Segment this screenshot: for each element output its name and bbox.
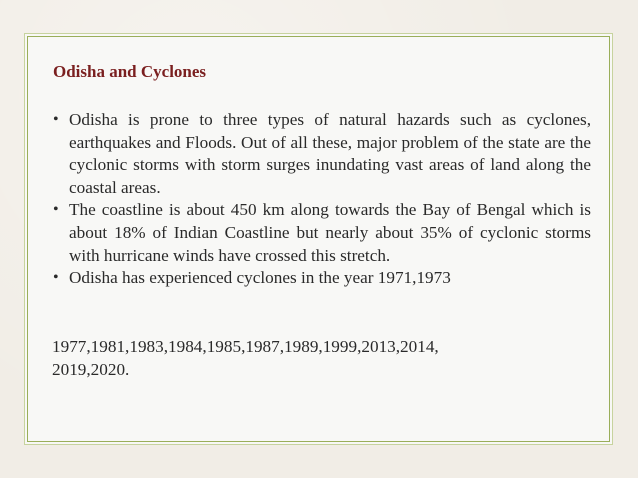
bullet-text-2: The coastline is about 450 km along towards the Bay of Bengal which is about 18% of Indian Coastline but nearly about 35% of cyclonic storms with hurricane winds have crossed this stretch. xyxy=(69,200,591,265)
cyclone-years xyxy=(52,336,439,381)
bullet-text-1: Odisha is prone to three types of natural hazards such as cyclones, earthquakes and Floods. Out of all these, major problem of the state are the cyclonic storms with storm surges inundating vast areas of land along the coastal areas. xyxy=(69,110,591,197)
bullet-item-1 xyxy=(53,109,591,199)
bullet-dot-icon: • xyxy=(53,269,59,287)
slide-title: Odisha and Cyclones xyxy=(53,62,207,81)
years-line-2: 2019,2020. xyxy=(52,359,130,379)
bullet-item-2 xyxy=(53,199,591,267)
bullet-item-3 xyxy=(53,267,591,290)
slide-body xyxy=(53,109,591,290)
bullet-text-3: Odisha has experienced cyclones in the year 1971,1973 xyxy=(69,268,451,288)
bullet-dot-icon: • xyxy=(53,111,59,128)
bullet-dot-icon: • xyxy=(53,201,59,219)
years-line-1: 1977,1981,1983,1984,1985,1987,1989,1999,2013,2014, xyxy=(52,337,439,356)
